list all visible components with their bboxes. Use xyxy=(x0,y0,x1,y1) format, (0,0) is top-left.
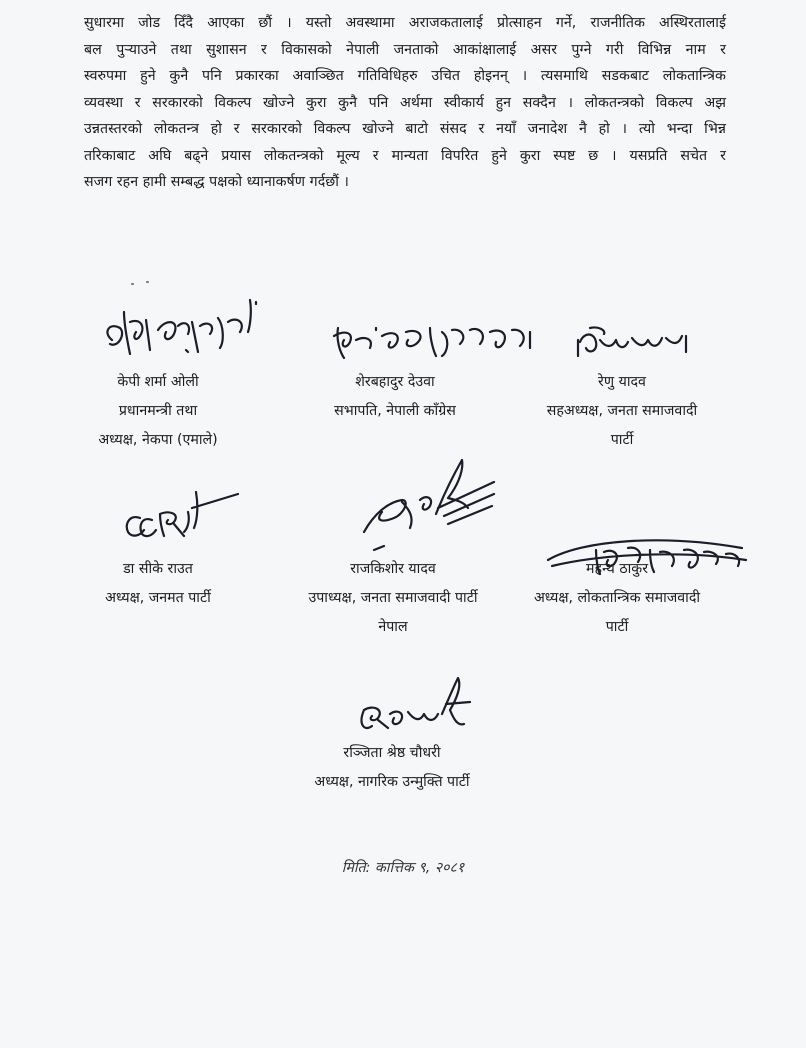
signature-raut xyxy=(118,484,248,550)
paragraph-line: स्वरुपमा हुने कुनै पनि प्रकारका अवाञ्छित गतिविधिहरु उचित होइनन् । त्यसमाथि सडकबाट लोकतान्त्रिक xyxy=(84,68,726,84)
signatory-name: राजकिशोर यादव xyxy=(350,561,436,577)
signatory-role: नेपाल xyxy=(378,619,408,635)
signatory-deuba xyxy=(290,368,500,426)
signature-renu xyxy=(574,324,694,364)
signatory-name: रेणु यादव xyxy=(598,374,646,390)
signatory-name: डा सीके राउत xyxy=(123,561,193,577)
signature-rajkishor xyxy=(344,454,504,554)
signatory-role: अध्यक्ष, नेकपा (एमाले) xyxy=(98,432,218,448)
signatory-role: पार्टी xyxy=(605,619,629,635)
signatory-rajkishor xyxy=(282,555,504,642)
signatory-raut xyxy=(68,555,248,613)
signatory-thakur xyxy=(512,555,722,642)
signatory-name: महन्थ ठाकुर xyxy=(586,561,648,577)
signatory-oli xyxy=(60,368,256,455)
signatory-ranjita xyxy=(280,739,504,797)
signatory-role: प्रधानमन्त्री तथा xyxy=(118,403,198,419)
paragraph-line: सजग रहन हामी सम्बद्ध पक्षको ध्यानाकर्षण गर्दछौं । xyxy=(84,174,349,190)
signature-deuba xyxy=(330,318,540,364)
signatory-role: अध्यक्ष, जनमत पार्टी xyxy=(105,590,211,606)
signature-oli xyxy=(100,292,270,364)
signatory-role: पार्टी xyxy=(610,432,634,448)
signatory-role: उपाध्यक्ष, जनता समाजवादी पार्टी xyxy=(308,590,478,606)
signature-ranjita xyxy=(350,670,480,742)
signatory-name: रञ्जिता श्रेष्ठ चौधरी xyxy=(343,745,441,761)
paragraph-line: व्यवस्था र सरकारको विकल्प खोज्ने कुरा कुनै पनि अर्थमा स्वीकार्य हुन सक्दैन । लोकतन्त्रको विकल्प अझ xyxy=(84,94,726,111)
paragraph-line: उन्नतस्तरको लोकतन्त्र हो र सरकारको विकल्प खोज्ने बाटो संसद र नयाँ जनादेश नै हो । त्यो भन्दा भिन्न xyxy=(84,121,726,137)
paragraph-line: तरिकाबाट अघि बढ्ने प्रयास लोकतन्त्रको मूल्य र मान्यता विपरित हुने कुरा स्पष्ट छ । यसप्रति सचेत र xyxy=(84,147,726,164)
signatory-renu xyxy=(518,368,726,455)
signatory-role: सहअध्यक्ष, जनता समाजवादी xyxy=(546,403,698,419)
signatory-role: अध्यक्ष, लोकतान्त्रिक समाजवादी xyxy=(533,590,701,606)
document-date: मिति: कात्तिक ९, २०८१ xyxy=(341,860,465,876)
ink-speck xyxy=(131,283,134,285)
signatory-name: शेरबहादुर देउवा xyxy=(355,374,435,390)
paragraph-line: बल पुऱ्याउने तथा सुशासन र विकासको नेपाली जनताको आकांक्षालाई असर पुग्ने गरी विभिन्न नाम र xyxy=(84,41,726,58)
body-paragraph xyxy=(84,10,726,196)
signatory-role: सभापति, नेपाली काँग्रेस xyxy=(334,403,456,419)
ink-speck xyxy=(146,281,149,283)
paragraph-line: सुधारमा जोड दिँदै आएका छौं । यस्तो अवस्थामा अराजकतालाई प्रोत्साहन गर्ने, राजनीतिक अस्थिरतालाई xyxy=(84,15,726,31)
signatory-name: केपी शर्मा ओली xyxy=(117,374,199,390)
signatory-role: अध्यक्ष, नागरिक उन्मुक्ति पार्टी xyxy=(314,774,470,790)
